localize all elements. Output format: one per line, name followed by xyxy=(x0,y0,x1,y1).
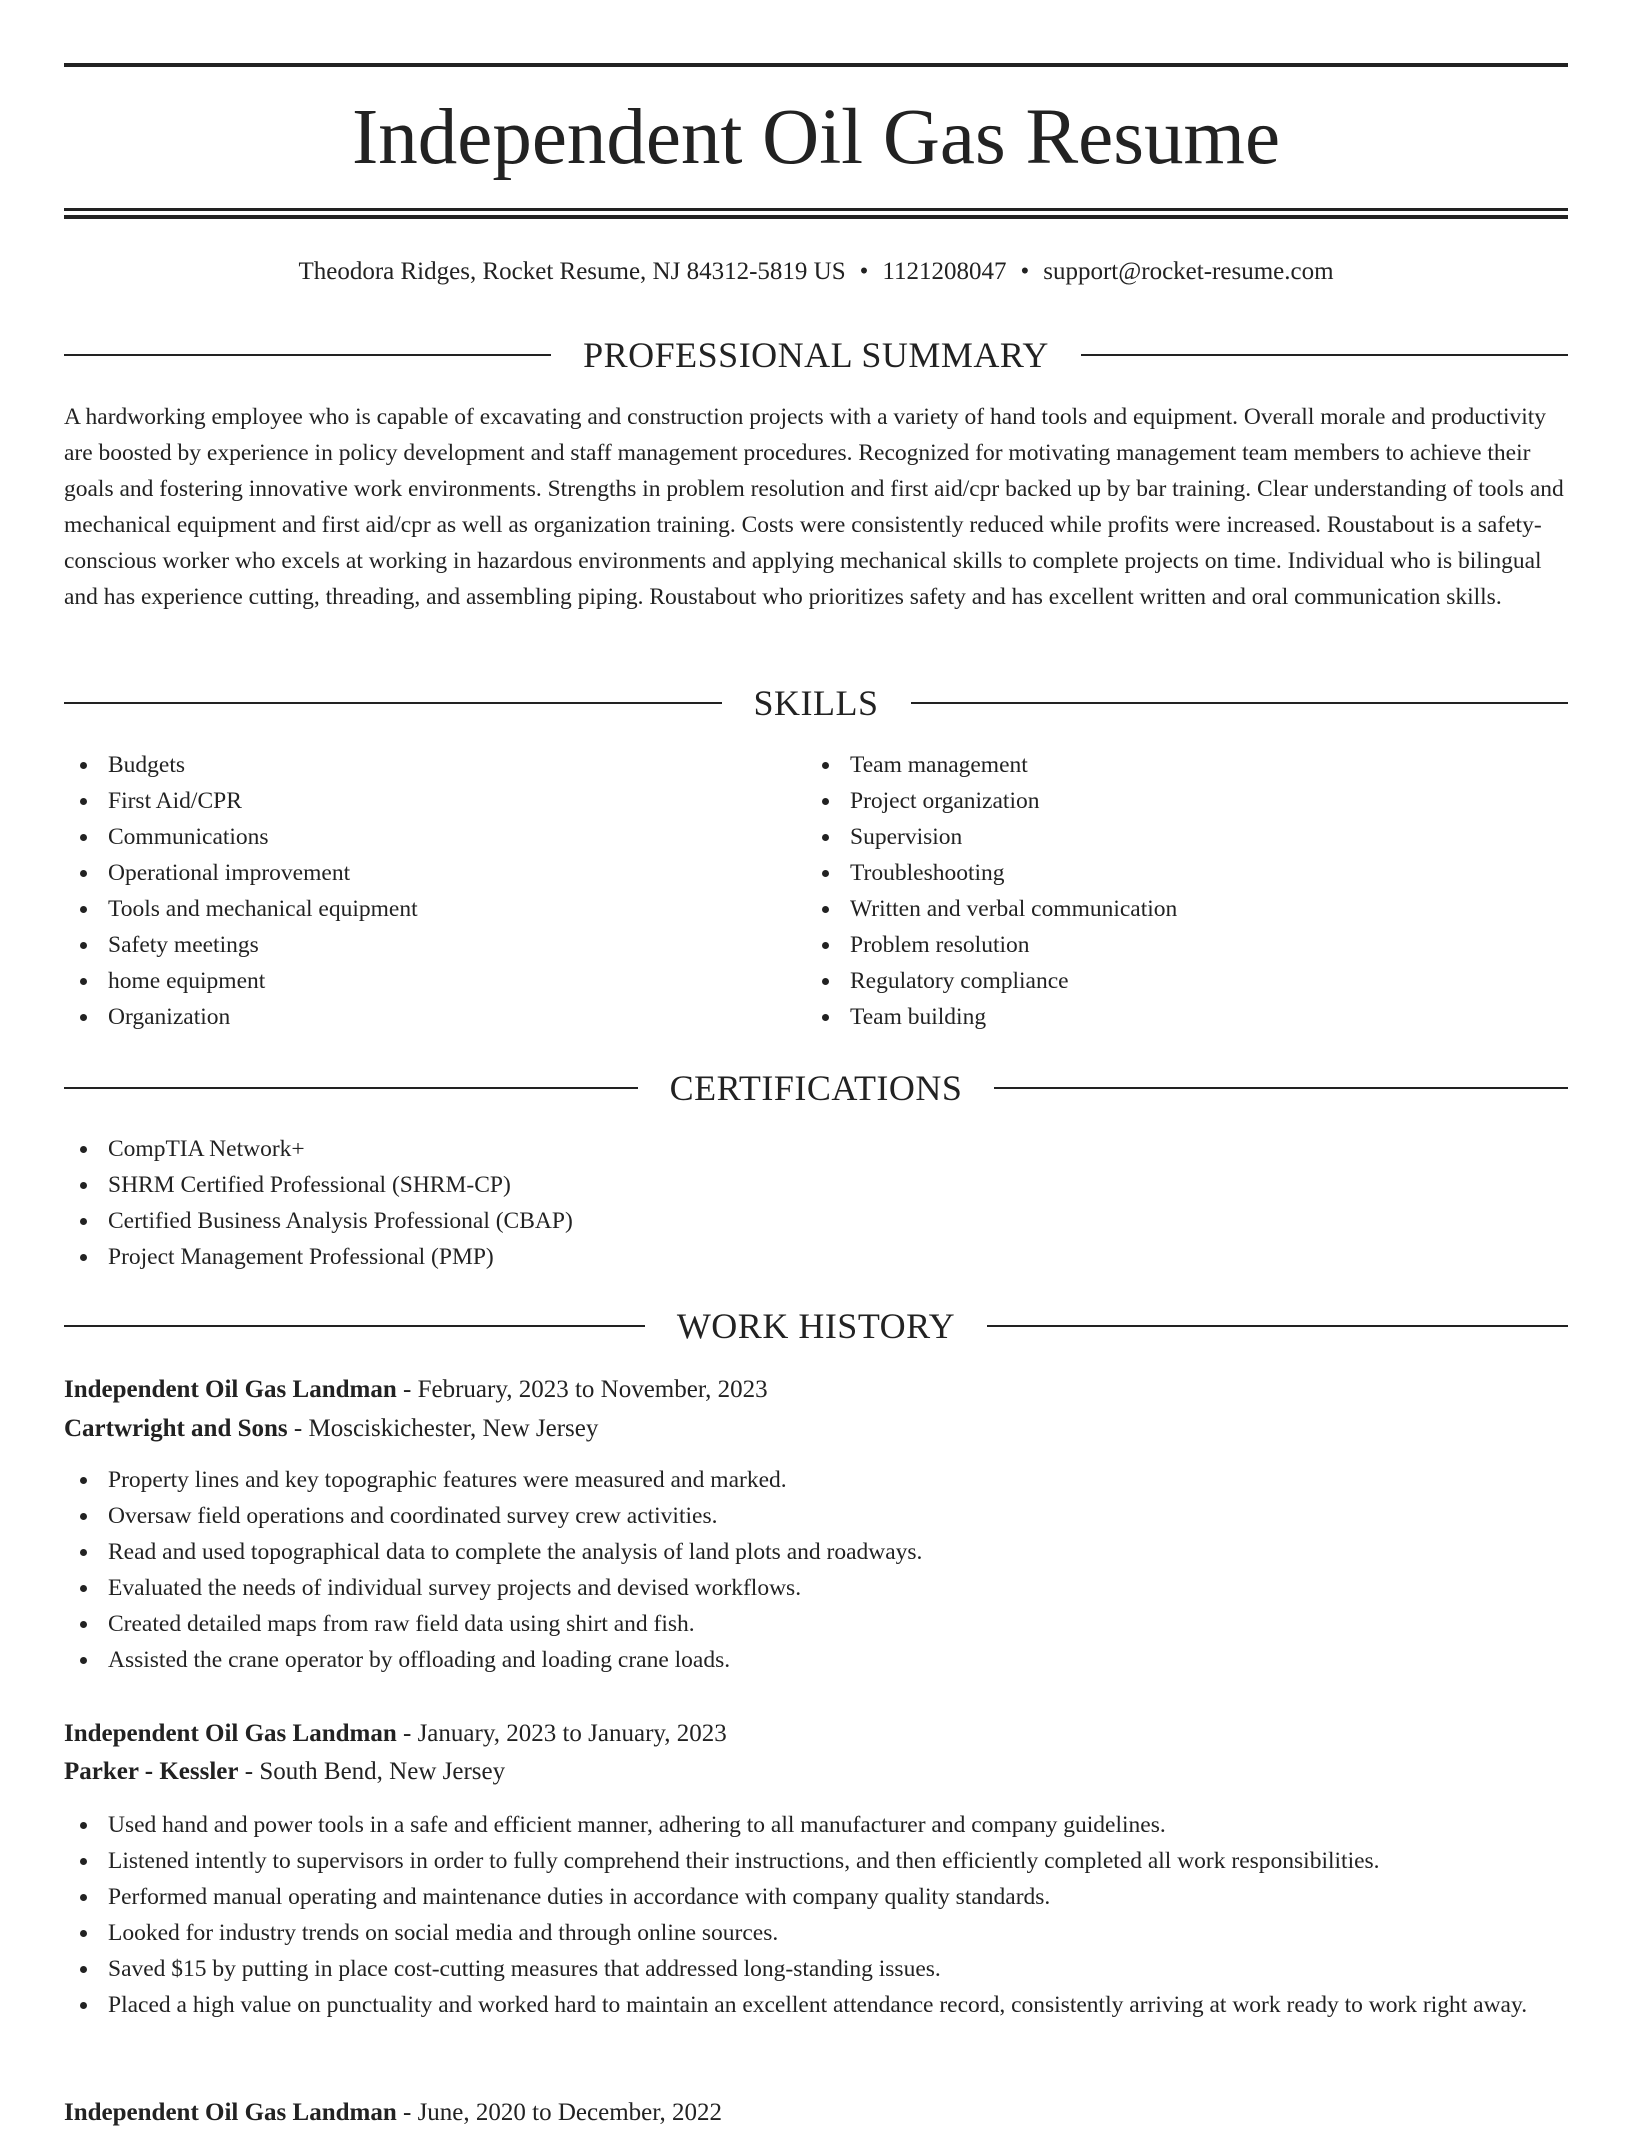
section-heading-summary xyxy=(64,333,1568,377)
skill-item: Communications xyxy=(64,819,764,855)
contact-address: Theodora Ridges, Rocket Resume, NJ 84312-5819 US xyxy=(298,258,846,285)
job-duty-item: Looked for industry trends on social media and through online sources. xyxy=(64,1915,1568,1951)
job-title: Independent Oil Gas Landman xyxy=(64,2099,397,2126)
job-duty-item: Saved $15 by putting in place cost-cutting measures that addressed long-standing issues. xyxy=(64,1951,1568,1987)
job-title-line: Independent Oil Gas Landman - June, 2020 to December, 2022 xyxy=(64,2099,723,2126)
job-duty-item: Listened intently to supervisors in order to fully comprehend their instructions, and then efficiently completed all work responsibilities. xyxy=(64,1843,1568,1879)
skill-item: Problem resolution xyxy=(806,927,1506,963)
section-heading-certifications xyxy=(64,1066,1568,1110)
certification-item: SHRM Certified Professional (SHRM-CP) xyxy=(64,1167,1568,1203)
section-heading-work-history xyxy=(64,1304,1568,1348)
section-title: WORK HISTORY xyxy=(676,1306,956,1346)
contact-separator: • xyxy=(1020,258,1030,285)
skill-item: Safety meetings xyxy=(64,927,764,963)
summary-text: A hardworking employee who is capable of excavating and construction projects with a variety of hand tools and equipment. Overall morale and productivity are boosted by experience in policy development and staff management procedures. Recognized for motivating management team members to achieve their goals and fostering innovative work environments. Strengths in problem resolution and first aid/cpr backed up by bar training. Clear understanding of tools and mechanical equipment and first aid/cpr as well as organization training. Costs were consistently reduced while profits were increased. Roustabout is a safety-conscious worker who excels at working in hazardous environments and applying mechanical skills to complete projects on time. Individual who is bilingual and has experience cutting, threading, and assembling piping. Roustabout who prioritizes safety and has excellent written and oral communication skills. xyxy=(64,404,1564,610)
job-title-line: Independent Oil Gas Landman - January, 2023 to January, 2023 xyxy=(64,1720,727,1747)
job-duties-list xyxy=(64,1807,1568,2023)
job-title-line: Independent Oil Gas Landman - February, 2023 to November, 2023 xyxy=(64,1376,768,1403)
title-double-rule xyxy=(64,208,1568,219)
certification-item: Certified Business Analysis Professional (CBAP) xyxy=(64,1203,1568,1239)
job-duty-item: Oversaw field operations and coordinated survey crew activities. xyxy=(64,1498,1568,1534)
job-title: Independent Oil Gas Landman xyxy=(64,1376,397,1403)
skill-item: Written and verbal communication xyxy=(806,891,1506,927)
job-company: Parker - Kessler xyxy=(64,1758,239,1785)
skill-item: First Aid/CPR xyxy=(64,783,764,819)
job-dates: January, 2023 to January, 2023 xyxy=(417,1720,727,1747)
skill-item: Organization xyxy=(64,999,764,1035)
job-duties-list xyxy=(64,1462,1568,1678)
skills-list-left xyxy=(64,747,764,1035)
skill-item: Budgets xyxy=(64,747,764,783)
contact-phone: 1121208047 xyxy=(882,258,1007,285)
job-duty-item: Used hand and power tools in a safe and efficient manner, adhering to all manufacturer and company guidelines. xyxy=(64,1807,1568,1843)
job-duty-item: Read and used topographical data to complete the analysis of land plots and roadways. xyxy=(64,1534,1568,1570)
skill-item: Troubleshooting xyxy=(806,855,1506,891)
skill-item: Regulatory compliance xyxy=(806,963,1506,999)
section-title: CERTIFICATIONS xyxy=(669,1068,963,1108)
job-location: South Bend, New Jersey xyxy=(259,1758,506,1785)
job-duty-item: Evaluated the needs of individual survey projects and devised workflows. xyxy=(64,1570,1568,1606)
section-title: SKILLS xyxy=(753,683,879,723)
job-company-line: Parker - Kessler - South Bend, New Jersey xyxy=(64,1758,506,1785)
job-duty-item: Placed a high value on punctuality and worked hard to maintain an excellent attendance record, consistently arriving at work ready to work right away. xyxy=(64,1987,1568,2023)
certification-item: Project Management Professional (PMP) xyxy=(64,1239,1568,1275)
job-title: Independent Oil Gas Landman xyxy=(64,1720,397,1747)
contact-line xyxy=(64,254,1568,290)
skill-item: Operational improvement xyxy=(64,855,764,891)
job-duty-item: Assisted the crane operator by offloading and loading crane loads. xyxy=(64,1642,1568,1678)
skill-item: Team building xyxy=(806,999,1506,1035)
job-company-line: Cartwright and Sons - Mosciskichester, New Jersey xyxy=(64,1415,599,1442)
contact-email[interactable]: support@rocket-resume.com xyxy=(1043,258,1334,285)
job-location: Mosciskichester, New Jersey xyxy=(308,1415,599,1442)
job-company: Cartwright and Sons xyxy=(64,1415,288,1442)
section-title: PROFESSIONAL SUMMARY xyxy=(583,335,1049,375)
skill-item: Team management xyxy=(806,747,1506,783)
resume-title: Independent Oil Gas Resume xyxy=(351,94,1281,181)
job-dates: February, 2023 to November, 2023 xyxy=(417,1376,768,1403)
skill-item: home equipment xyxy=(64,963,764,999)
skill-item: Project organization xyxy=(806,783,1506,819)
job-duty-item: Performed manual operating and maintenance duties in accordance with company quality standards. xyxy=(64,1879,1568,1915)
job-duty-item: Property lines and key topographic features were measured and marked. xyxy=(64,1462,1568,1498)
skill-item: Tools and mechanical equipment xyxy=(64,891,764,927)
job-dates: June, 2020 to December, 2022 xyxy=(417,2099,723,2126)
section-heading-skills xyxy=(64,681,1568,725)
certifications-list xyxy=(64,1131,1568,1275)
contact-separator: • xyxy=(859,258,869,285)
skills-list-right xyxy=(806,747,1506,1035)
certification-item: CompTIA Network+ xyxy=(64,1131,1568,1167)
job-duty-item: Created detailed maps from raw field data using shirt and fish. xyxy=(64,1606,1568,1642)
top-rule xyxy=(64,63,1568,67)
skill-item: Supervision xyxy=(806,819,1506,855)
